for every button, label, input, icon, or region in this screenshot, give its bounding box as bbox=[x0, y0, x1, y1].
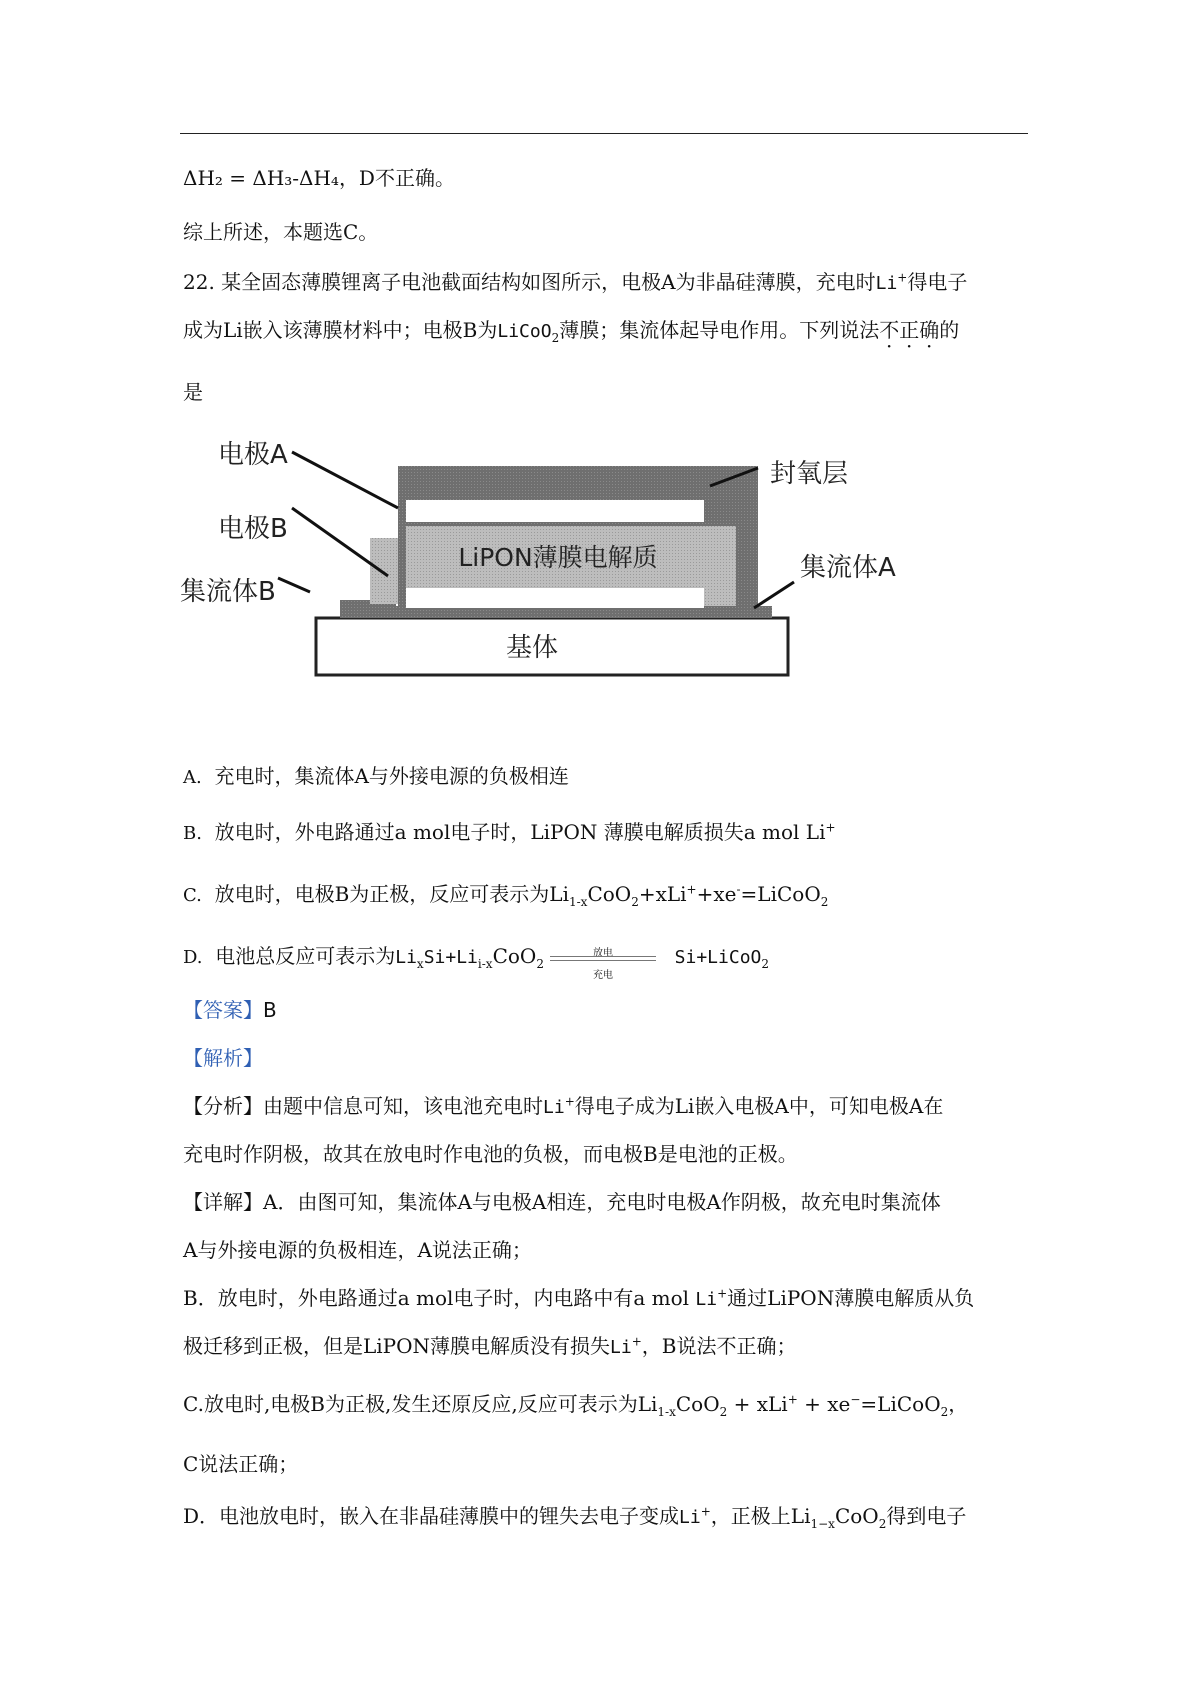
detail-d-line-1: D．电池放电时，嵌入在非晶硅薄膜中的锂失去电子变成Li+，正极上$Li_{1-x}CoO_2$得到电子 bbox=[183, 1504, 967, 1531]
label-substrate: 基体 bbox=[505, 633, 559, 663]
detail-b-line-2: 极迁移到正极，但是LiPON薄膜电解质没有损失Li+，B说法不正确； bbox=[183, 1334, 797, 1358]
analysis-line-2: 充电时作阴极，故其在放电时作电池的负极，而电极B是电池的正极。 bbox=[183, 1142, 798, 1166]
emphasis-char: 不 bbox=[879, 318, 900, 342]
detail-a-line-1: 【详解】A．由图可知，集流体A与电极A相连，充电时电极A作阴极，故充电时集流体 bbox=[183, 1190, 941, 1214]
detail-a-line-2: A与外接电源的负极相连，A说法正确； bbox=[183, 1238, 532, 1262]
reversible-arrow: 放电 充电 bbox=[544, 944, 662, 972]
detail-b-line-1: B．放电时，外电路通过a mol电子时，内电路中有a mol Li+通过LiPON薄膜电解质从负 bbox=[183, 1286, 975, 1310]
battery-cross-section-diagram bbox=[180, 430, 960, 690]
emphasis-char: 正 bbox=[899, 318, 920, 342]
electrode-bottom-film bbox=[406, 588, 704, 608]
header-rule bbox=[180, 133, 1028, 134]
question-line-1: 22. 某全固态薄膜锂离子电池截面结构如图所示，电极A为非晶硅薄膜，充电时Li+得电子 bbox=[183, 270, 968, 294]
label-electrode-a: 电极A bbox=[218, 440, 288, 470]
label-electrolyte: LiPON薄膜电解质 bbox=[458, 543, 658, 572]
label-collector-a: 集流体A bbox=[800, 553, 896, 583]
label-seal-layer: 封氧层 bbox=[770, 459, 849, 489]
answer-value: B bbox=[263, 998, 277, 1022]
formula-line: ΔH₂ = ΔH₃-ΔH₄，D不正确。 bbox=[183, 166, 455, 190]
summary-line: 综上所述，本题选C。 bbox=[183, 220, 379, 244]
label-collector-b: 集流体B bbox=[180, 577, 276, 607]
option-d: D. 电池总反应可表示为$Li_xSi+Li_{i-x}CoO_2$ 放电 充电 Si+LiCoO$_2$ bbox=[183, 944, 770, 981]
option-c: C. 放电时，电极B为正极，反应可表示为$Li_{1-x}CoO_2+xLi^++xe^-=LiCoO_2$ bbox=[183, 882, 829, 909]
option-b: B. 放电时，外电路通过a mol电子时，LiPON 薄膜电解质损失a mol Li+ bbox=[183, 820, 836, 844]
analysis-tag: 【解析】 bbox=[183, 1046, 263, 1070]
label-electrode-b: 电极B bbox=[218, 514, 288, 544]
analysis-line-1: 【分析】由题中信息可知，该电池充电时Li+得电子成为Li嵌入电极A中，可知电极A在 bbox=[183, 1094, 944, 1118]
answer-tag: 【答案】 bbox=[183, 998, 263, 1022]
detail-c-line-1: C.放电时,电极B为正极,发生还原反应,反应可表示为$Li_{1-x}CoO_2 + xLi^+$ + xe−=LiCoO$_2$， bbox=[183, 1392, 969, 1419]
formula-delta-h: ΔH₂ = ΔH₃-ΔH₄ bbox=[183, 166, 339, 190]
option-a: A. 充电时，集流体A与外接电源的负极相连 bbox=[183, 764, 569, 788]
emphasis-char: 确 bbox=[919, 318, 940, 342]
question-line-2: 成为Li嵌入该薄膜材料中；电极B为LiCoO$_2$薄膜；集流体起导电作用。下列说法不正确的 bbox=[183, 318, 960, 345]
answer-line bbox=[183, 996, 277, 1024]
detail-c-line-2: C说法正确； bbox=[183, 1452, 299, 1476]
question-line-3: 是 bbox=[183, 380, 203, 404]
